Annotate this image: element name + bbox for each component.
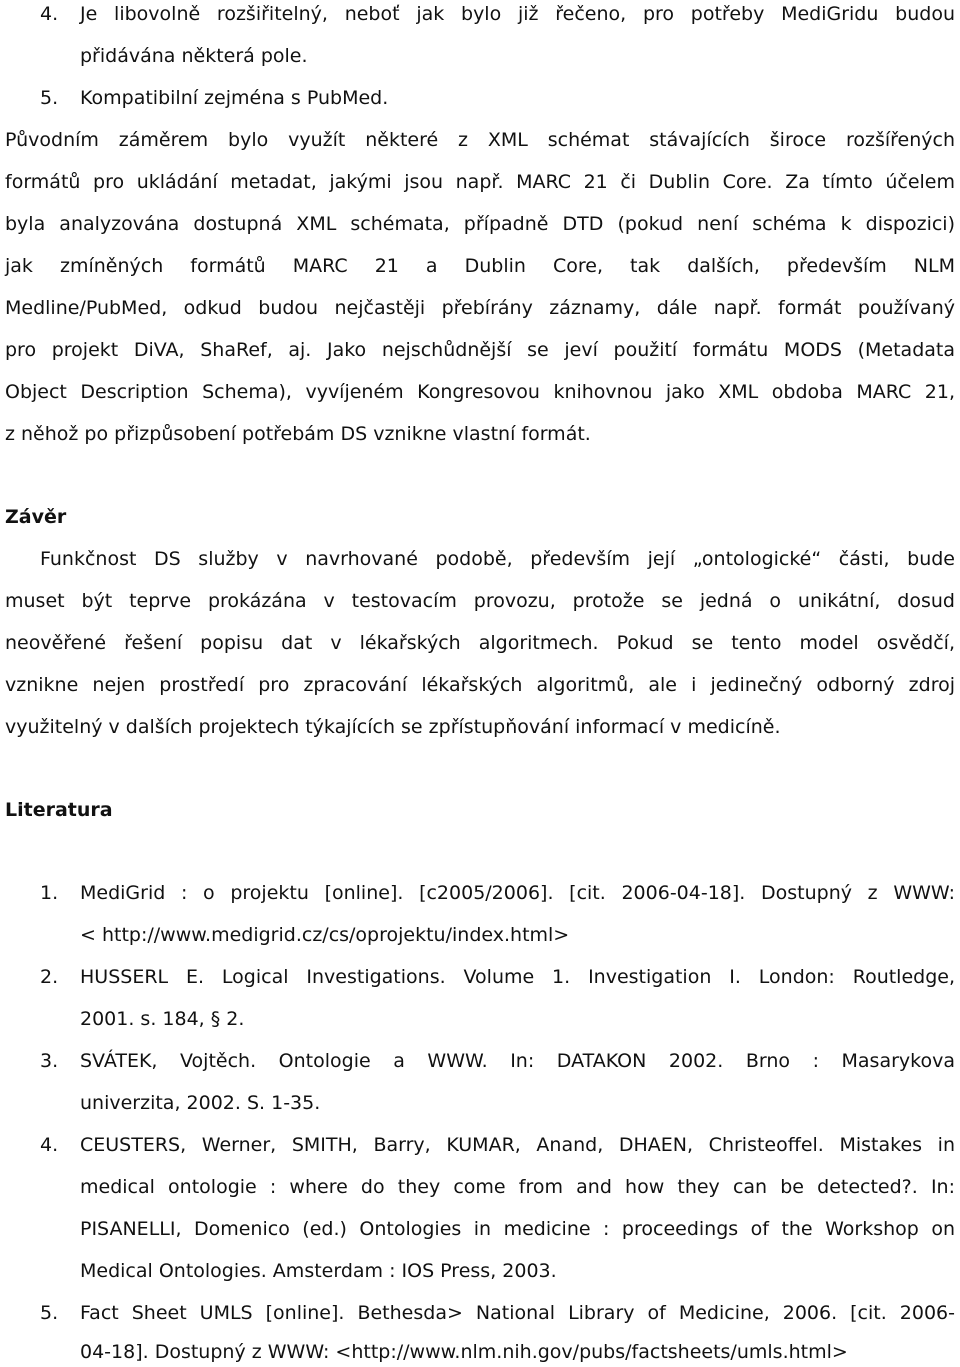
reference-number: 5. (40, 1302, 59, 1324)
reference-line: SVÁTEK, Vojtěch. Ontologie a WWW. In: DATAKON 2002. Brno : Masarykova (80, 1050, 955, 1072)
paragraph-line: Původním záměrem bylo využít některé z XML schémat stávajících široce rozšířených (5, 129, 955, 151)
reference-line: HUSSERL E. Logical Investigations. Volume 1. Investigation I. London: Routledge, (80, 966, 955, 988)
paragraph-line: Medline/PubMed, odkud budou nejčastěji přebírány záznamy, dále např. formát používaný (5, 297, 955, 319)
paragraph-line: muset být teprve prokázána v testovacím provozu, protože se jedná o unikátní, dosud (5, 590, 955, 612)
paragraph-line: vznikne nejen prostředí pro zpracování lékařských algoritmů, ale i jedinečný odborný zdroj (5, 674, 955, 696)
list-item-line: Je libovolně rozšiřitelný, neboť jak bylo již řečeno, pro potřeby MediGridu budou (80, 3, 955, 25)
reference-number: 2. (40, 966, 59, 988)
paragraph-line: využitelný v dalších projektech týkajících se zpřístupňování informací v medicíně. (5, 716, 781, 738)
reference-number: 1. (40, 882, 59, 904)
reference-number: 3. (40, 1050, 59, 1072)
list-item-line: Kompatibilní zejména s PubMed. (80, 87, 389, 109)
reference-line: Medical Ontologies. Amsterdam : IOS Press, 2003. (80, 1260, 557, 1282)
paragraph-line: jak zmíněných formátů MARC 21 a Dublin Core, tak dalších, především NLM (5, 255, 955, 277)
paragraph-line: formátů pro ukládání metadat, jakými jsou např. MARC 21 či Dublin Core. Za tímto účelem (5, 171, 955, 193)
list-item-line: přidávána některá pole. (80, 45, 308, 67)
reference-line: 04-18]. Dostupný z WWW: <http://www.nlm.nih.gov/pubs/factsheets/umls.html> (80, 1341, 848, 1363)
reference-line: CEUSTERS, Werner, SMITH, Barry, KUMAR, Anand, DHAEN, Christeoffel. Mistakes in (80, 1134, 955, 1156)
reference-number: 4. (40, 1134, 59, 1156)
paragraph-line: z něhož po přizpůsobení potřebám DS vznikne vlastní formát. (5, 423, 591, 445)
paragraph-line: byla analyzována dostupná XML schémata, případně DTD (pokud není schéma k dispozici) (5, 213, 955, 235)
paragraph-line: pro projekt DiVA, ShaRef, aj. Jako nejschůdnější se jeví použití formátu MODS (Metadata (5, 339, 955, 361)
paragraph-line: Object Description Schema), vyvíjeném Kongresovou knihovnou jako XML obdoba MARC 21, (5, 381, 955, 403)
reference-line: 2001. s. 184, § 2. (80, 1008, 245, 1030)
reference-line: Fact Sheet UMLS [online]. Bethesda> National Library of Medicine, 2006. [cit. 2006- (80, 1302, 955, 1324)
paragraph-line: neověřené řešení popisu dat v lékařských algoritmech. Pokud se tento model osvědčí, (5, 632, 955, 654)
reference-line: < http://www.medigrid.cz/cs/oprojektu/index.html> (80, 924, 570, 946)
reference-line: univerzita, 2002. S. 1-35. (80, 1092, 321, 1114)
section-heading-conclusion: Závěr (5, 506, 67, 528)
section-heading-literature: Literatura (5, 799, 113, 821)
reference-line: medical ontologie : where do they come from and how they can be detected?. In: (80, 1176, 955, 1198)
list-number: 5. (40, 87, 59, 109)
paragraph-line: Funkčnost DS služby v navrhované podobě, především její „ontologické“ části, bude (40, 548, 955, 570)
reference-line: PISANELLI, Domenico (ed.) Ontologies in medicine : proceedings of the Workshop on (80, 1218, 955, 1240)
list-number: 4. (40, 3, 59, 25)
reference-line: MediGrid : o projektu [online]. [c2005/2006]. [cit. 2006-04-18]. Dostupný z WWW: (80, 882, 955, 904)
